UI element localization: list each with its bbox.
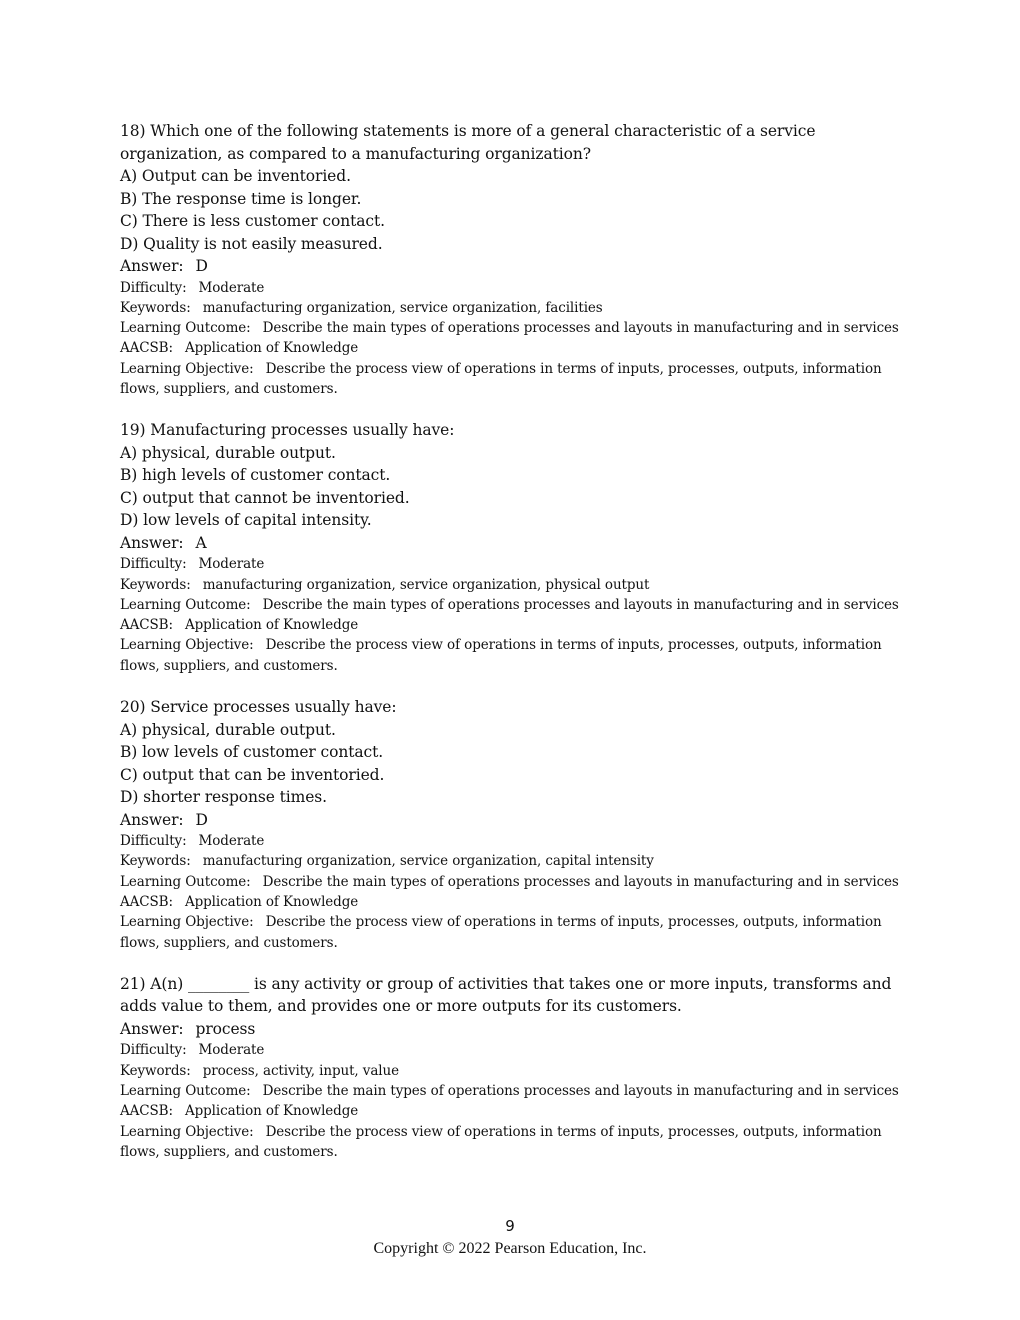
answer-line — [120, 532, 900, 555]
learning-outcome-label: Learning Outcome: — [120, 1082, 251, 1099]
answer-value: D — [195, 810, 208, 829]
learning-objective-value: Describe the process view of operations in terms of inputs, processes, outputs, information flows, suppliers, and customers. — [120, 637, 882, 674]
learning-outcome-value: Describe the main types of operations processes and layouts in manufacturing and in services — [262, 596, 899, 613]
learning-outcome-line — [120, 872, 900, 892]
keywords-label: Keywords: — [120, 576, 191, 593]
learning-outcome-line — [120, 595, 900, 615]
learning-objective-line — [120, 635, 900, 676]
learning-objective-label: Learning Objective: — [120, 914, 254, 931]
learning-objective-label: Learning Objective: — [120, 1123, 254, 1140]
difficulty-label: Difficulty: — [120, 833, 187, 850]
difficulty-line — [120, 278, 900, 298]
aacsb-value: Application of Knowledge — [184, 617, 359, 634]
aacsb-value: Application of Knowledge — [184, 1103, 359, 1120]
choice-d: D) low levels of capital intensity. — [120, 511, 372, 530]
difficulty-value: Moderate — [198, 556, 265, 573]
answer-label: Answer: — [120, 810, 184, 829]
keywords-label: Keywords: — [120, 853, 191, 870]
learning-outcome-value: Describe the main types of operations processes and layouts in manufacturing and in services — [262, 1082, 899, 1099]
difficulty-value: Moderate — [198, 833, 265, 850]
choice-d: D) shorter response times. — [120, 788, 327, 807]
choice-a: A) Output can be inventoried. — [120, 167, 351, 185]
learning-outcome-value: Describe the main types of operations processes and layouts in manufacturing and in services — [262, 873, 899, 890]
learning-outcome-line — [120, 1081, 900, 1101]
question-18 — [120, 120, 900, 399]
keywords-line — [120, 1061, 900, 1081]
learning-objective-value: Describe the process view of operations in terms of inputs, processes, outputs, information flows, suppliers, and customers. — [120, 1123, 882, 1160]
choice-c: C) There is less customer contact. — [120, 212, 385, 230]
learning-objective-label: Learning Objective: — [120, 637, 254, 654]
aacsb-value: Application of Knowledge — [184, 340, 359, 357]
keywords-line — [120, 298, 900, 318]
question-19 — [120, 419, 900, 676]
aacsb-label: AACSB: — [120, 617, 173, 634]
difficulty-value: Moderate — [198, 279, 265, 296]
keywords-value: manufacturing organization, service organization, physical output — [202, 576, 650, 593]
difficulty-line — [120, 554, 900, 574]
answer-value: D — [195, 257, 208, 275]
learning-objective-label: Learning Objective: — [120, 360, 254, 377]
keywords-label: Keywords: — [120, 299, 191, 316]
aacsb-line — [120, 615, 900, 635]
learning-outcome-line — [120, 318, 900, 338]
keywords-value: manufacturing organization, service organization, facilities — [202, 299, 603, 316]
difficulty-line — [120, 1040, 900, 1060]
choice-d: D) Quality is not easily measured. — [120, 234, 383, 253]
choice-c: C) output that can be inventoried. — [120, 765, 385, 784]
aacsb-label: AACSB: — [120, 340, 173, 357]
keywords-label: Keywords: — [120, 1062, 191, 1079]
answer-label: Answer: — [120, 1019, 184, 1038]
answer-label: Answer: — [120, 257, 184, 275]
answer-line — [120, 1018, 900, 1041]
question-20 — [120, 696, 900, 953]
learning-objective-value: Describe the process view of operations in terms of inputs, processes, outputs, information flows, suppliers, and customers. — [120, 914, 882, 951]
learning-outcome-label: Learning Outcome: — [120, 320, 251, 337]
aacsb-label: AACSB: — [120, 893, 173, 910]
learning-outcome-label: Learning Outcome: — [120, 873, 251, 890]
difficulty-line — [120, 831, 900, 851]
keywords-value: manufacturing organization, service organization, capital intensity — [202, 853, 654, 870]
question-text: 18) Which one of the following statements is more of a general characteristic of a service organization, as compared to a manufacturing organization? — [120, 122, 816, 163]
choice-c: C) output that cannot be inventoried. — [120, 488, 410, 507]
question-page — [120, 120, 900, 1182]
keywords-value: process, activity, input, value — [202, 1062, 399, 1079]
copyright-notice: Copyright © 2022 Pearson Education, Inc. — [373, 1240, 647, 1257]
aacsb-line — [120, 1101, 900, 1121]
choice-a: A) physical, durable output. — [120, 443, 336, 462]
choice-b: B) low levels of customer contact. — [120, 743, 384, 762]
aacsb-line — [120, 338, 900, 358]
learning-objective-line — [120, 1122, 900, 1163]
keywords-line — [120, 575, 900, 595]
keywords-line — [120, 851, 900, 871]
difficulty-label: Difficulty: — [120, 556, 187, 573]
learning-objective-line — [120, 359, 900, 400]
difficulty-value: Moderate — [198, 1042, 265, 1059]
aacsb-line — [120, 892, 900, 912]
answer-value: A — [195, 533, 207, 552]
choice-b: B) high levels of customer contact. — [120, 466, 391, 485]
answer-label: Answer: — [120, 533, 184, 552]
learning-outcome-value: Describe the main types of operations processes and layouts in manufacturing and in services — [262, 320, 899, 337]
answer-value: process — [195, 1019, 256, 1038]
answer-line — [120, 255, 900, 278]
aacsb-label: AACSB: — [120, 1103, 173, 1120]
answer-line — [120, 809, 900, 832]
difficulty-label: Difficulty: — [120, 1042, 187, 1059]
choice-b: B) The response time is longer. — [120, 189, 362, 208]
question-text: 20) Service processes usually have: — [120, 698, 397, 717]
learning-outcome-label: Learning Outcome: — [120, 596, 251, 613]
learning-objective-value: Describe the process view of operations in terms of inputs, processes, outputs, information flows, suppliers, and customers. — [120, 360, 882, 397]
question-text: 19) Manufacturing processes usually have: — [120, 421, 455, 440]
choice-a: A) physical, durable output. — [120, 720, 336, 739]
learning-objective-line — [120, 912, 900, 953]
aacsb-value: Application of Knowledge — [184, 893, 359, 910]
difficulty-label: Difficulty: — [120, 279, 187, 296]
page-number: 9 — [505, 1217, 515, 1235]
question-text: 21) A(n) ________ is any activity or group of activities that takes one or more inputs, transforms and adds value to them, and provides one or more outputs for its customers. — [120, 974, 892, 1016]
question-21 — [120, 973, 900, 1162]
